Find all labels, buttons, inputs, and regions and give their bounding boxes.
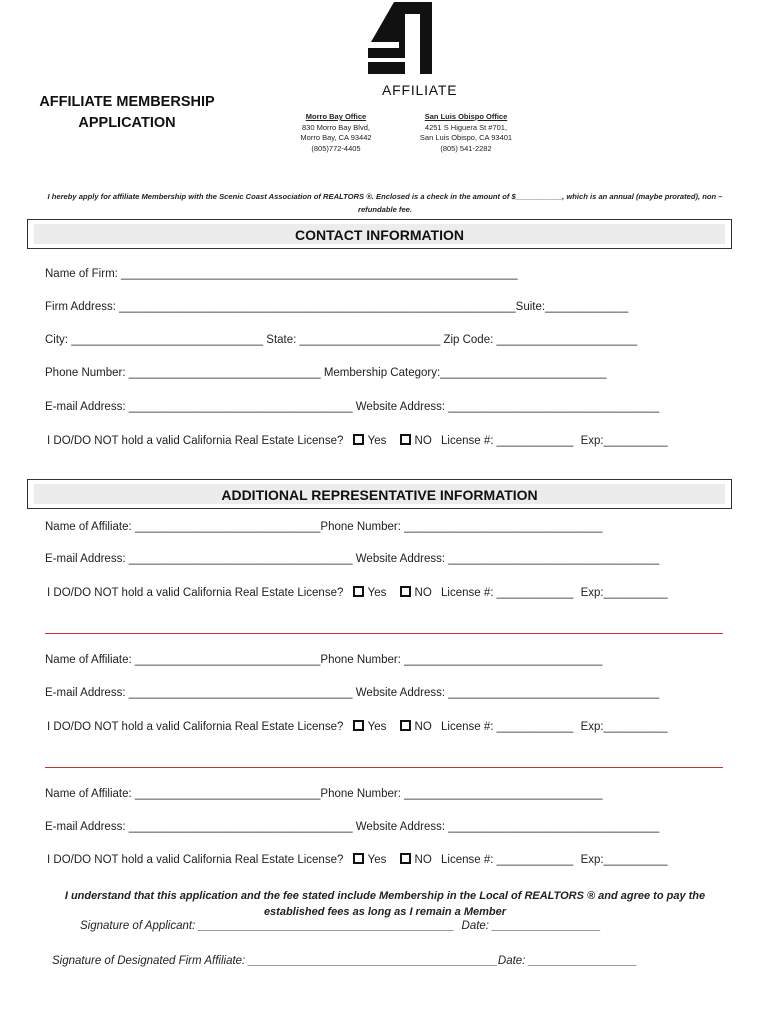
intro-text [30,190,740,216]
form-title-line1: AFFILIATE MEMBERSHIP [39,94,215,110]
rep3-name-phone-row [45,788,602,800]
city-state-zip-row [45,334,637,346]
no-checkbox[interactable] [400,853,411,864]
additional-section-title: ADDITIONAL REPRESENTATIVE INFORMATION [221,487,538,503]
affiliate-name-field[interactable]: Name of Affiliate: _____________________________ [45,654,321,666]
office-address1: 4251 S Higuera St #701, [424,122,508,132]
affiliate-name-field[interactable]: Name of Affiliate: _____________________________ [45,788,321,800]
license-number-field[interactable]: License #: ____________ [441,721,574,733]
form-title [22,92,232,134]
no-label: NO [414,435,432,447]
firm-signature-row [52,955,637,967]
morro-bay-office [266,112,406,154]
red-separator [45,767,723,768]
expiration-field[interactable]: Exp:__________ [580,854,668,866]
applicant-signature-row [80,920,601,932]
affiliate-logo-icon [368,2,432,74]
affiliate-phone-field[interactable]: Phone Number: _______________________________ [320,654,603,666]
expiration-field[interactable]: Exp:__________ [580,435,668,447]
license-number-field[interactable]: License #: ____________ [441,587,574,599]
website-field[interactable]: Website Address: _________________________________ [355,821,660,833]
rep2-name-phone-row [45,654,602,666]
affiliate-phone-field[interactable]: Phone Number: _______________________________ [320,788,603,800]
license-question: I DO/DO NOT hold a valid California Real Estate License? [47,854,344,866]
agreement-statement [40,888,730,920]
expiration-field[interactable]: Exp:__________ [580,587,668,599]
office-name: San Luis Obispo Office [424,112,508,121]
rep3-email-website-row [45,821,659,833]
city-field[interactable]: City: ______________________________ [45,334,264,346]
applicant-date-field[interactable]: Date: _________________ [461,920,601,932]
slo-office [396,112,536,154]
no-label: NO [414,587,432,599]
yes-checkbox[interactable] [353,586,364,597]
membership-category-field[interactable]: Membership Category:__________________________ [323,367,607,379]
rep1-license-row [47,586,668,599]
yes-checkbox[interactable] [353,434,364,445]
applicant-signature-field[interactable]: Signature of Applicant: ________________________________________ [80,920,455,932]
red-separator [45,633,723,634]
agreement-line2: established fees as long as I remain a Member [263,906,507,918]
no-checkbox[interactable] [400,720,411,731]
yes-label: Yes [367,721,387,733]
affiliate-name-field[interactable]: Name of Affiliate: _____________________________ [45,521,321,533]
rep1-name-phone-row [45,521,602,533]
office-phone: (805)772-4405 [311,143,361,153]
phone-category-row [45,367,606,379]
firm-date-field[interactable]: Date: _________________ [497,955,638,967]
contact-section-header [27,219,732,249]
no-label: NO [414,721,432,733]
office-name: Morro Bay Office [305,112,367,121]
office-address2: Morro Bay, CA 93442 [300,133,372,142]
yes-checkbox[interactable] [353,720,364,731]
license-number-field[interactable]: License #: ____________ [441,854,574,866]
license-row [47,434,668,447]
office-phone: (805) 541-2282 [440,143,492,153]
rep1-email-website-row [45,553,659,565]
firm-signature-field[interactable]: Signature of Designated Firm Affiliate: _______________________________________ [52,955,498,967]
firm-name-field[interactable]: Name of Firm: ______________________________________________________________ [45,268,518,280]
no-label: NO [414,854,432,866]
yes-label: Yes [367,587,387,599]
additional-section-header [27,479,732,509]
rep2-email-website-row [45,687,659,699]
website-field[interactable]: Website Address: _________________________________ [355,687,660,699]
rep3-license-row [47,853,668,866]
email-field[interactable]: E-mail Address: ___________________________________ [45,821,353,833]
office-address1: 830 Morro Bay Blvd, [302,122,370,132]
license-number-field[interactable]: License #: ____________ [441,435,574,447]
expiration-field[interactable]: Exp:__________ [580,721,668,733]
email-field[interactable]: E-mail Address: ___________________________________ [45,553,353,565]
affiliate-phone-field[interactable]: Phone Number: _______________________________ [320,521,603,533]
contact-section-title: CONTACT INFORMATION [294,227,464,243]
intro-line1: I hereby apply for affiliate Membership with the Scenic Coast Association of REALTORS ®. Enclosed is a check in the amount of $___________, which is an annual (maybe prorated), non – [47,192,723,201]
email-website-row [45,401,659,413]
email-field[interactable]: E-mail Address: ___________________________________ [45,687,353,699]
office-address2: San Luis Obispo, CA 93401 [419,133,513,142]
yes-label: Yes [367,435,387,447]
state-field[interactable]: State: ______________________ [266,334,441,346]
logo-text: AFFILIATE [382,82,458,98]
firm-address-field[interactable]: Firm Address: ______________________________________________________________Suite:_____________ [45,301,629,313]
license-question: I DO/DO NOT hold a valid California Real Estate License? [47,721,344,733]
zip-field[interactable]: Zip Code: ______________________ [443,334,638,346]
license-question: I DO/DO NOT hold a valid California Real Estate License? [47,587,344,599]
website-field[interactable]: Website Address: _________________________________ [355,553,660,565]
no-checkbox[interactable] [400,434,411,445]
yes-checkbox[interactable] [353,853,364,864]
agreement-line1: I understand that this application and the fee stated include Membership in the Local of REALTORS ® and agree to pay the [64,890,706,902]
rep2-license-row [47,720,668,733]
email-field[interactable]: E-mail Address: ___________________________________ [45,401,353,413]
website-field[interactable]: Website Address: _________________________________ [355,401,660,413]
intro-line2: refundable fee. [357,205,412,214]
yes-label: Yes [367,854,387,866]
no-checkbox[interactable] [400,586,411,597]
form-title-line2: APPLICATION [78,115,176,131]
license-question: I DO/DO NOT hold a valid California Real Estate License? [47,435,344,447]
phone-field[interactable]: Phone Number: ______________________________ [45,367,321,379]
